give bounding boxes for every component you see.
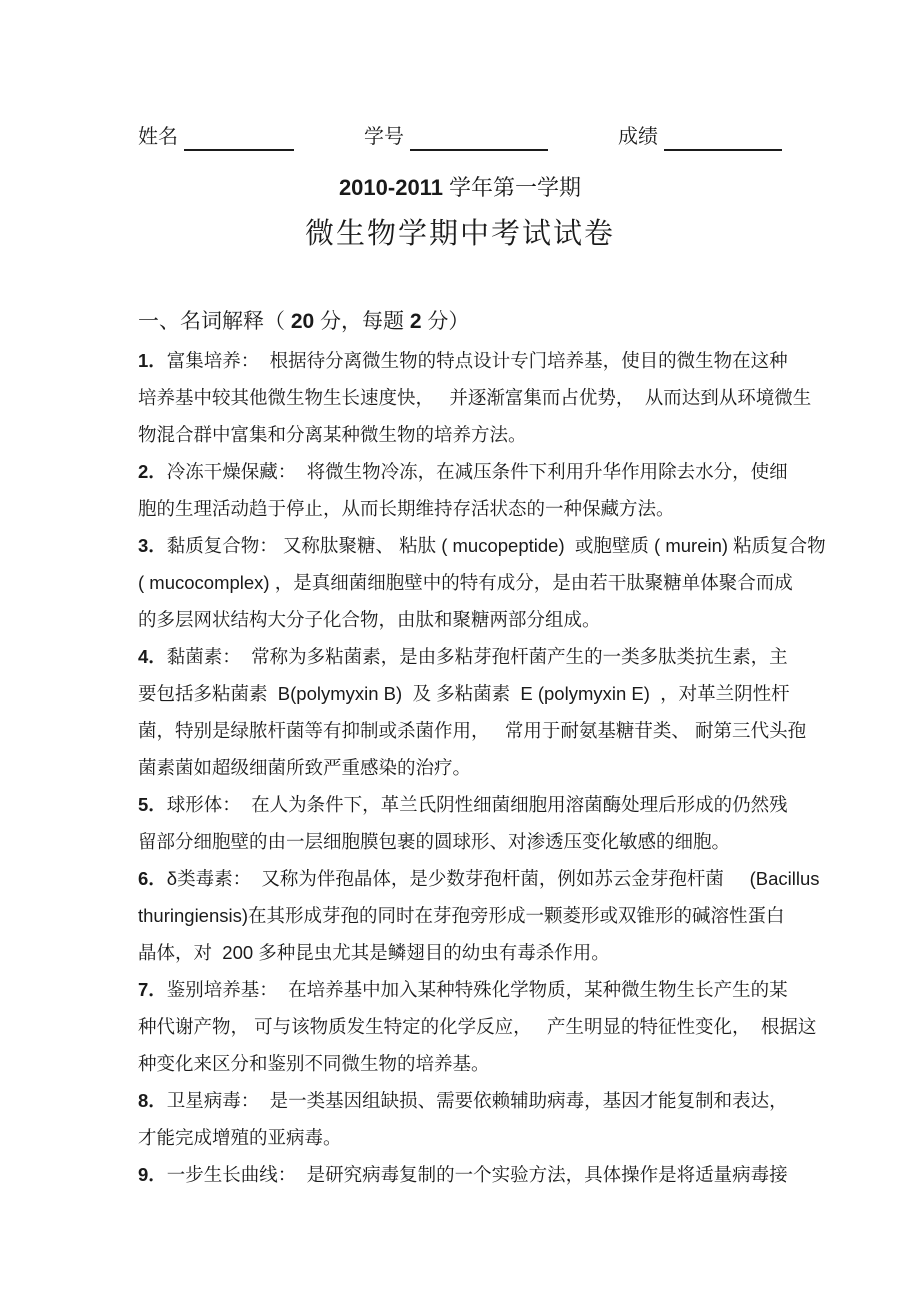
definition-line [138, 527, 826, 564]
item-number: 6． [138, 868, 167, 889]
semester-years: 2010-2011 [338, 175, 443, 200]
definition-line: 菌素菌如超级细菌所致严重感染的治疗。 [138, 757, 472, 778]
definition-line: 培养基中较其他微生物生长速度快， 并逐渐富集而占优势， 从而达到从环境微生 [138, 387, 812, 408]
definition-item-9 [138, 1156, 803, 1193]
definition-item-3 [138, 527, 826, 638]
definition-line: 留部分细胞壁的由一层细胞膜包裹的圆球形、对渗透压变化敏感的细胞。 [138, 831, 731, 852]
section-points-each: 2 [409, 310, 422, 333]
score-blank-line [664, 125, 782, 151]
definition-text: 冷冻干燥保藏： 将微生物冷冻，在减压条件下利用升华作用除去水分，使细 [166, 461, 788, 482]
section-heading-text: 一、名词解释（ [138, 310, 291, 333]
item-number: 4． [138, 646, 167, 667]
definition-line: ( mucocomplex) ，是真细菌细胞壁中的特有成分，是由若干肽聚糖单体聚合而成 [138, 572, 793, 593]
item-number: 5． [138, 794, 167, 815]
definition-item-1 [138, 342, 812, 453]
item-number: 1． [138, 350, 167, 371]
definition-line: 晶体，对 200 多种昆虫尤其是鳞翅目的幼虫有毒杀作用。 [138, 942, 610, 963]
student-id-label: 学号 [364, 126, 404, 148]
definition-text: 球形体： 在人为条件下，革兰氏阴性细菌细胞用溶菌酶处理后形成的仍然残 [166, 794, 788, 815]
definition-item-6 [138, 860, 820, 971]
name-field [138, 123, 294, 151]
definition-line [138, 1082, 803, 1119]
item-number: 3． [138, 535, 167, 556]
item-number: 2． [138, 461, 167, 482]
semester-text: 学年第一学期 [442, 175, 582, 200]
semester-subtitle [0, 171, 920, 202]
definition-line: 菌，特别是绿脓杆菌等有抑制或杀菌作用， 常用于耐氨基糖苷类、 耐第三代头孢 [138, 720, 807, 741]
definition-text: 鉴别培养基： 在培养基中加入某种特殊化学物质，某种微生物生长产生的某 [166, 979, 788, 1000]
definition-item-5 [138, 786, 803, 860]
definition-item-8 [138, 1082, 803, 1156]
section-heading-text: 分） [421, 310, 470, 333]
name-label: 姓名 [138, 126, 178, 148]
student-info-row [138, 123, 782, 151]
definition-text: 富集培养： 根据待分离微生物的特点设计专门培养基，使目的微生物在这种 [166, 350, 788, 371]
exam-title: 微生物学期中考试试卷 [304, 218, 615, 250]
definition-line: 物混合群中富集和分离某种微生物的培养方法。 [138, 424, 527, 445]
definition-line: thuringiensis)在其形成芽孢的同时在芽孢旁形成一颗菱形或双锥形的碱溶性蛋白 [138, 905, 785, 926]
definition-text: δ类毒素： 又称为伴孢晶体，是少数芽孢杆菌，例如苏云金芽孢杆菌 (Bacillus [166, 868, 820, 889]
item-number: 9． [138, 1164, 167, 1185]
item-number: 7． [138, 979, 167, 1000]
definition-text: 卫星病毒： 是一类基因组缺损、需要依赖辅助病毒，基因才能复制和表达， [166, 1090, 788, 1111]
definition-line: 的多层网状结构大分子化合物，由肽和聚糖两部分组成。 [138, 609, 601, 630]
score-field [618, 123, 782, 151]
section-heading-text: 分，每题 [314, 310, 410, 333]
definition-line [138, 971, 803, 1008]
score-label: 成绩 [618, 126, 658, 148]
definition-text: 黏菌素： 常称为多粘菌素，是由多粘芽孢杆菌产生的一类多肽类抗生素，主 [166, 646, 788, 667]
definition-line: 要包括多粘菌素 B(polymyxin B) 及 多粘菌素 E (polymyxin E) ，对革兰阴性杆 [138, 683, 790, 704]
student-id-blank-line [410, 125, 548, 151]
definition-line: 胞的生理活动趋于停止，从而长期维持存活状态的一种保藏方法。 [138, 498, 675, 519]
definition-line [138, 453, 803, 490]
definition-item-7 [138, 971, 817, 1082]
item-number: 8． [138, 1090, 167, 1111]
definition-item-4 [138, 638, 807, 786]
definition-line [138, 342, 803, 379]
definition-line: 种代谢产物， 可与该物质发生特定的化学反应， 产生明显的特征性变化， 根据这 [138, 1016, 817, 1037]
definition-line [138, 860, 820, 897]
definition-line [138, 638, 803, 675]
definition-text: 一步生长曲线： 是研究病毒复制的一个实验方法，具体操作是将适量病毒接 [166, 1164, 788, 1185]
definition-line: 才能完成增殖的亚病毒。 [138, 1127, 342, 1148]
definition-line [138, 1156, 803, 1193]
name-blank-line [184, 125, 294, 151]
definitions-list [138, 342, 826, 1193]
definition-text: 黏质复合物： 又称肽聚糖、 粘肽 ( mucopeptide) 或胞壁质 ( murein) 粘质复合物 [166, 535, 826, 556]
definition-line [138, 786, 803, 823]
section-points-total: 20 [290, 310, 315, 333]
section-one-heading [138, 305, 469, 335]
student-id-field [364, 123, 548, 151]
definition-item-2 [138, 453, 803, 527]
definition-line: 种变化来区分和鉴别不同微生物的培养基。 [138, 1053, 490, 1074]
